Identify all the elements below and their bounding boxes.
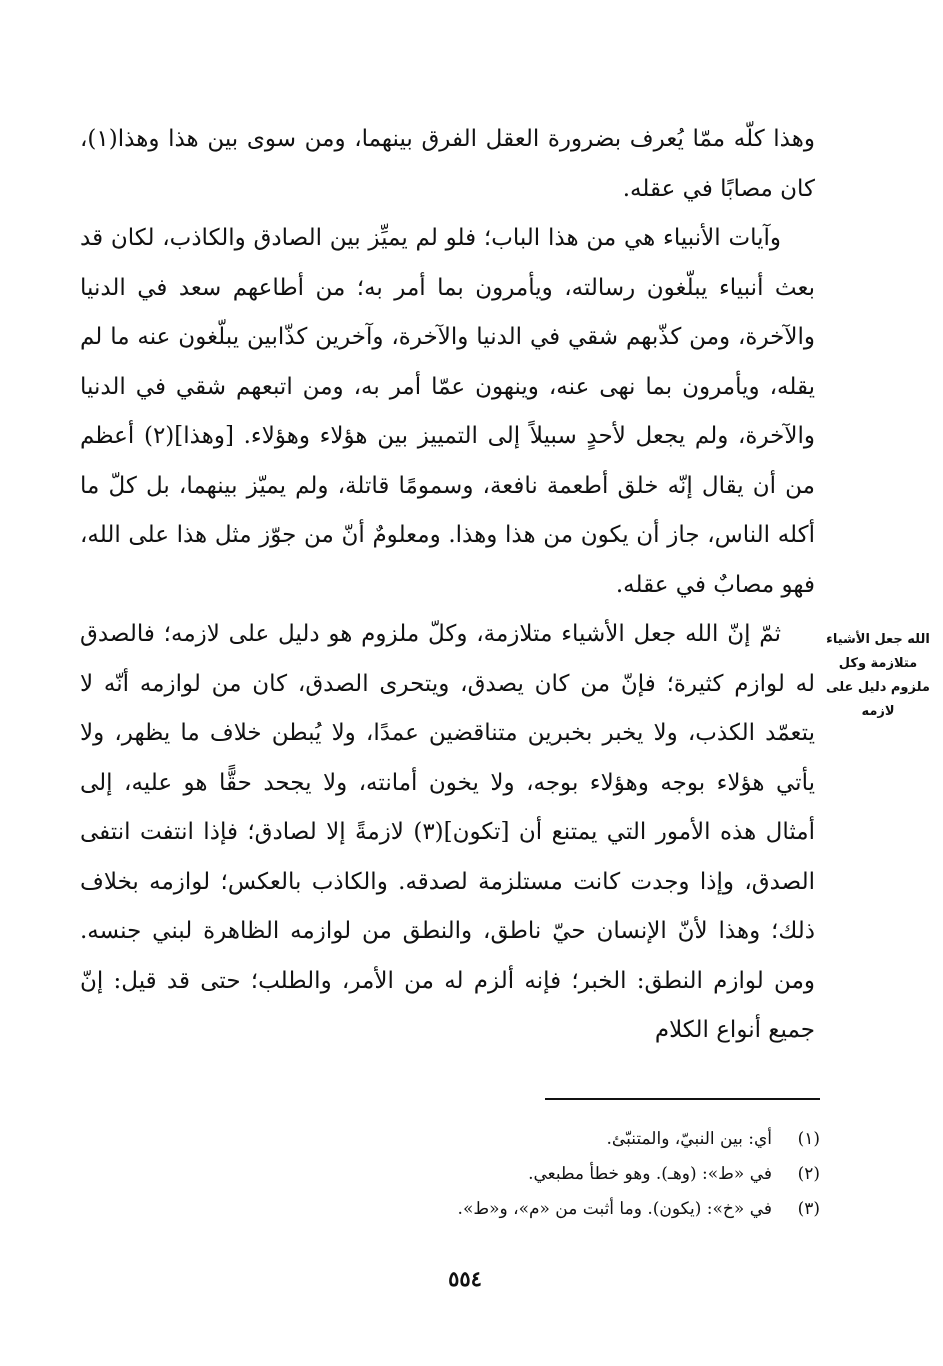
paragraph: وآيات الأنبياء هي من هذا الباب؛ فلو لم يميِّز بين الصادق والكاذب، لكان قد بعث أنبياء يبلّغون رسالته، ويأمرون بما أمر به؛ من أطاعهم سعد في الدنيا والآخرة، ومن كذّبهم شقي في الدنيا والآخرة، وآخرين كذّابين يبلّغون عنه ما لم يقله، ويأمرون بما نهى عنه، وينهون عمّا أمر به، ومن اتبعهم شقي في الدنيا والآخرة، ولم يجعل لأحدٍ سبيلاً إلى التمييز بين هؤلاء وهؤلاء. [وهذا](٢) أعظم من أن يقال إنّه خلق أطعمة نافعة، وسمومًا قاتلة، ولم يميّز بينهما، بل كلّ ما أكله الناس، جاز أن يكون من هذا وهذا. ومعلومٌ أنّ من جوّز مثل هذا على الله، فهو مصابٌ في عقله. xyxy=(80,225,815,598)
paragraph: وهذا كلّه ممّا يُعرف بضرورة العقل الفرق بينهما، ومن سوى بين هذا وهذا(١)، كان مصابًا في عقله. xyxy=(80,126,815,202)
footnote-text: أي: بين النبيّ، والمتنبّئ. xyxy=(606,1129,772,1149)
footnote xyxy=(380,1122,820,1157)
footnote-number: (١) xyxy=(797,1129,820,1149)
footnote-text: في «ط»: (وهـ). وهو خطأ مطبعي. xyxy=(528,1164,772,1184)
footnote-number: (٣) xyxy=(797,1199,820,1219)
paragraph: ثمّ إنّ الله جعل الأشياء متلازمة، وكلّ ملزوم هو دليل على لازمه؛ فالصدق له لوازم كثيرة؛ فإنّ من كان يصدق، ويتحرى الصدق، كان من لوازمه أنّه لا يتعمّد الكذب، ولا يخبر بخبرين متناقضين عمدًا، ولا يُبطن خلاف ما يظهر، ولا يأتي هؤلاء بوجه وهؤلاء بوجه، ولا يخون أمانته، ولا يجحد حقًّا هو عليه، إلى أمثال هذه الأمور التي يمتنع أن [تكون](٣) لازمةً إلا لصادق؛ فإذا انتفت انتفى الصدق، وإذا وجدت كانت مستلزمة لصدقه. والكاذب بالعكس؛ لوازمه بخلاف ذلك؛ وهذا لأنّ الإنسان حيّ ناطق، والنطق من لوازمه الظاهرة لبني جنسه. ومن لوازم النطق: الخبر؛ فإنه ألزم له من الأمر، والطلب؛ حتى قد قيل: إنّ جميع أنواع الكلام xyxy=(80,621,815,1043)
footnote-divider xyxy=(545,1098,820,1100)
footnote-number: (٢) xyxy=(797,1164,820,1184)
page-number: ٥٥٤ xyxy=(448,1266,482,1291)
footnote xyxy=(380,1157,820,1192)
footnotes xyxy=(380,1122,820,1227)
margin-note: الله جعل الأشياء متلازمة وكل ملزوم دليل على لازمه xyxy=(826,632,930,719)
footnote-text: في «خ»: (يكون). وما أثبت من «م»، و«ط». xyxy=(457,1199,772,1219)
main-text xyxy=(80,115,815,1056)
footnote xyxy=(380,1192,820,1227)
